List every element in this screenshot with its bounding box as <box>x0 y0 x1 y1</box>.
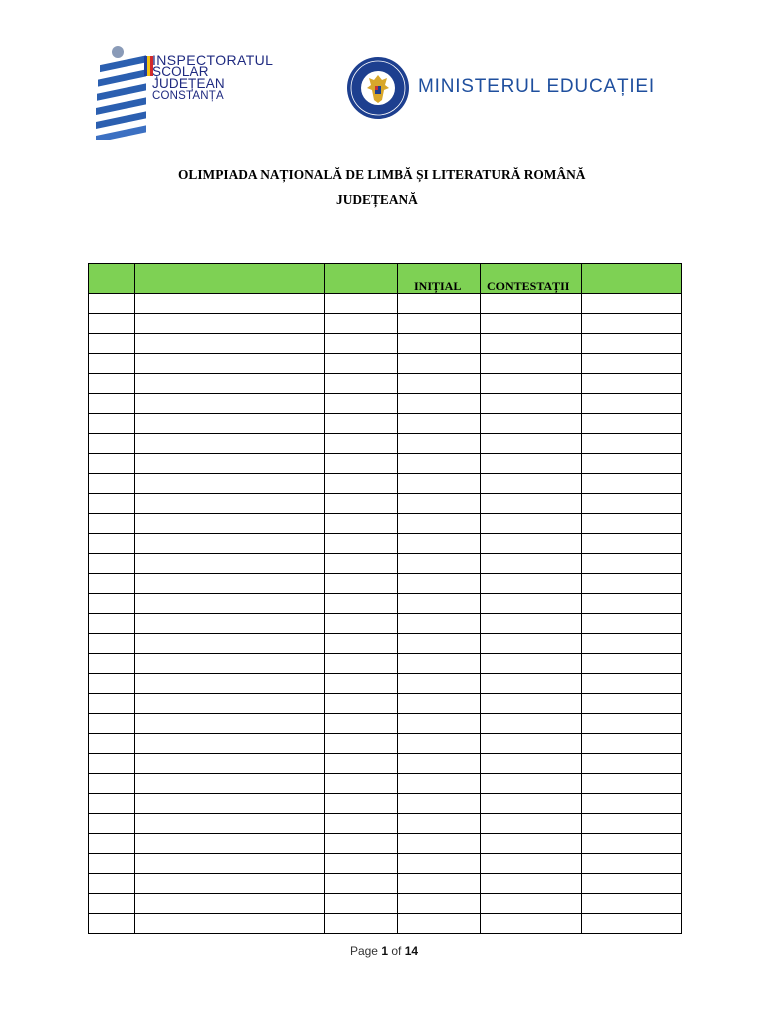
table-cell <box>135 634 325 654</box>
table-cell <box>398 874 481 894</box>
table-cell <box>325 394 398 414</box>
table-cell <box>89 614 135 634</box>
table-cell <box>398 554 481 574</box>
table-cell <box>582 694 682 714</box>
table-cell <box>481 714 582 734</box>
table-cell <box>135 614 325 634</box>
table-cell <box>398 814 481 834</box>
table-row <box>89 874 682 894</box>
table-cell <box>135 794 325 814</box>
table-row <box>89 714 682 734</box>
table-row <box>89 334 682 354</box>
table-cell <box>582 474 682 494</box>
footer-separator: of <box>391 944 402 958</box>
table-cell <box>325 534 398 554</box>
table-row <box>89 354 682 374</box>
table-cell <box>582 614 682 634</box>
table-cell <box>398 634 481 654</box>
table-row <box>89 294 682 314</box>
table-cell <box>398 454 481 474</box>
table-cell <box>89 894 135 914</box>
table-cell <box>481 414 582 434</box>
table-cell <box>89 474 135 494</box>
table-cell <box>135 754 325 774</box>
table-cell <box>325 334 398 354</box>
table-cell <box>325 894 398 914</box>
column-header <box>135 264 325 294</box>
table-cell <box>481 334 582 354</box>
table-cell <box>135 434 325 454</box>
document-title: OLIMPIADA NAȚIONALĂ DE LIMBĂ ȘI LITERATURĂ ROMÂNĂ <box>178 167 586 182</box>
total-pages: 14 <box>404 944 419 958</box>
table-cell <box>582 574 682 594</box>
table-cell <box>398 894 481 914</box>
table-cell <box>89 454 135 474</box>
table-cell <box>89 494 135 514</box>
table-cell <box>325 734 398 754</box>
current-page: 1 <box>381 944 388 958</box>
table-cell <box>89 914 135 934</box>
table-cell <box>89 814 135 834</box>
table-cell <box>325 434 398 454</box>
isj-line-1: INSPECTORATUL <box>152 52 274 68</box>
table-cell <box>325 354 398 374</box>
table-cell <box>89 874 135 894</box>
table-cell <box>398 754 481 774</box>
table-cell <box>89 674 135 694</box>
table-cell <box>481 514 582 534</box>
table-cell <box>398 314 481 334</box>
table-cell <box>398 514 481 534</box>
table-cell <box>325 814 398 834</box>
table-cell <box>481 594 582 614</box>
table-cell <box>481 574 582 594</box>
table-cell <box>481 294 582 314</box>
isj-line-2: ȘCOLAR <box>152 64 209 79</box>
table-cell <box>135 674 325 694</box>
table-row <box>89 514 682 534</box>
table-cell <box>135 294 325 314</box>
table-cell <box>325 694 398 714</box>
table-row <box>89 494 682 514</box>
table-cell <box>481 554 582 574</box>
table-cell <box>582 654 682 674</box>
table-cell <box>398 854 481 874</box>
table-cell <box>398 614 481 634</box>
table-cell <box>325 554 398 574</box>
table-cell <box>582 294 682 314</box>
table-cell <box>398 294 481 314</box>
table-cell <box>582 874 682 894</box>
table-cell <box>481 354 582 374</box>
table-cell <box>582 714 682 734</box>
table-row <box>89 594 682 614</box>
table-cell <box>135 814 325 834</box>
table-cell <box>135 494 325 514</box>
table-cell <box>325 614 398 634</box>
page-footer <box>0 944 768 958</box>
table-cell <box>135 874 325 894</box>
table-cell <box>135 454 325 474</box>
table-cell <box>481 834 582 854</box>
government-seal-icon <box>346 56 410 120</box>
table-cell <box>325 874 398 894</box>
footer-prefix: Page <box>349 944 378 958</box>
table-row <box>89 694 682 714</box>
table-cell <box>89 334 135 354</box>
table-cell <box>582 374 682 394</box>
table-cell <box>135 594 325 614</box>
table-cell <box>325 754 398 774</box>
table-cell <box>89 394 135 414</box>
column-header <box>582 264 682 294</box>
table-cell <box>481 494 582 514</box>
document-subtitle: JUDEȚEANĂ <box>336 192 418 207</box>
table-cell <box>481 314 582 334</box>
table-row <box>89 454 682 474</box>
table-cell <box>398 594 481 614</box>
table-cell <box>89 694 135 714</box>
table-row <box>89 574 682 594</box>
table-cell <box>481 694 582 714</box>
table-cell <box>582 754 682 774</box>
table-cell <box>325 514 398 534</box>
table-cell <box>89 294 135 314</box>
table-cell <box>89 634 135 654</box>
table-cell <box>398 834 481 854</box>
column-header <box>89 264 135 294</box>
table-row <box>89 894 682 914</box>
column-header-contestatii: CONTESTAȚII <box>481 264 582 294</box>
table-cell <box>398 654 481 674</box>
table-cell <box>481 454 582 474</box>
table-cell <box>89 714 135 734</box>
table-row <box>89 414 682 434</box>
column-header <box>325 264 398 294</box>
table-cell <box>325 294 398 314</box>
table-cell <box>89 374 135 394</box>
table-cell <box>398 434 481 454</box>
table-cell <box>135 374 325 394</box>
table-row <box>89 814 682 834</box>
table-cell <box>325 774 398 794</box>
table-cell <box>481 734 582 754</box>
table-cell <box>325 634 398 654</box>
table-cell <box>582 514 682 534</box>
table-row <box>89 434 682 454</box>
table-cell <box>582 434 682 454</box>
table-cell <box>89 654 135 674</box>
table-cell <box>135 334 325 354</box>
table-cell <box>398 374 481 394</box>
table-cell <box>582 334 682 354</box>
table-cell <box>481 814 582 834</box>
ministry-education-logo <box>346 56 666 122</box>
table-cell <box>135 714 325 734</box>
table-cell <box>582 554 682 574</box>
table-cell <box>398 774 481 794</box>
table-cell <box>325 574 398 594</box>
table-cell <box>135 854 325 874</box>
table-cell <box>325 714 398 734</box>
table-cell <box>398 414 481 434</box>
table-row <box>89 554 682 574</box>
table-row <box>89 634 682 654</box>
table-cell <box>89 414 135 434</box>
table-cell <box>398 474 481 494</box>
table-cell <box>481 474 582 494</box>
table-cell <box>135 534 325 554</box>
isj-line-4: CONSTANȚA <box>152 90 224 102</box>
table-cell <box>481 754 582 774</box>
table-row <box>89 374 682 394</box>
table-cell <box>582 794 682 814</box>
table-row <box>89 774 682 794</box>
table-cell <box>89 594 135 614</box>
table-cell <box>89 574 135 594</box>
table-cell <box>481 854 582 874</box>
table-cell <box>582 354 682 374</box>
table-cell <box>481 534 582 554</box>
table-cell <box>481 654 582 674</box>
table-cell <box>481 774 582 794</box>
table-cell <box>481 634 582 654</box>
table-cell <box>325 494 398 514</box>
results-table <box>88 263 682 934</box>
table-cell <box>135 654 325 674</box>
table-cell <box>582 734 682 754</box>
table-cell <box>582 674 682 694</box>
table-cell <box>582 314 682 334</box>
table-cell <box>325 414 398 434</box>
table-cell <box>398 674 481 694</box>
table-cell <box>89 554 135 574</box>
table-cell <box>481 614 582 634</box>
table-row <box>89 834 682 854</box>
table-cell <box>481 394 582 414</box>
table-cell <box>398 694 481 714</box>
table-row <box>89 794 682 814</box>
table-cell <box>398 354 481 374</box>
table-cell <box>135 514 325 534</box>
table-cell <box>135 414 325 434</box>
table-cell <box>481 874 582 894</box>
table-row <box>89 854 682 874</box>
table-row <box>89 474 682 494</box>
table-cell <box>135 774 325 794</box>
table-cell <box>135 314 325 334</box>
table-cell <box>325 854 398 874</box>
table-cell <box>135 474 325 494</box>
table-cell <box>481 894 582 914</box>
table-cell <box>89 514 135 534</box>
table-cell <box>135 354 325 374</box>
table-header-row <box>89 264 682 294</box>
table-cell <box>582 814 682 834</box>
table-row <box>89 654 682 674</box>
table-cell <box>582 834 682 854</box>
table-row <box>89 534 682 554</box>
table-cell <box>89 734 135 754</box>
table-cell <box>325 314 398 334</box>
table-cell <box>398 714 481 734</box>
table-cell <box>398 334 481 354</box>
table-cell <box>325 914 398 934</box>
table-row <box>89 394 682 414</box>
table-cell <box>582 634 682 654</box>
table-cell <box>89 794 135 814</box>
table-cell <box>89 434 135 454</box>
table-cell <box>135 914 325 934</box>
table-cell <box>582 414 682 434</box>
table-cell <box>582 774 682 794</box>
table-cell <box>325 374 398 394</box>
table-cell <box>325 834 398 854</box>
table-cell <box>89 774 135 794</box>
table-body <box>89 294 682 934</box>
table-cell <box>582 494 682 514</box>
column-header-initial: INIȚIAL <box>398 264 481 294</box>
table-cell <box>398 734 481 754</box>
table-cell <box>135 574 325 594</box>
table-cell <box>481 674 582 694</box>
table-row <box>89 674 682 694</box>
table-cell <box>135 894 325 914</box>
table-cell <box>398 534 481 554</box>
table-cell <box>135 394 325 414</box>
ministry-name: MINISTERUL EDUCAȚIEI <box>418 76 655 97</box>
table-cell <box>89 534 135 554</box>
table-row <box>89 614 682 634</box>
table-cell <box>325 454 398 474</box>
table-cell <box>325 794 398 814</box>
table-cell <box>582 854 682 874</box>
table-cell <box>325 674 398 694</box>
table-row <box>89 914 682 934</box>
table-cell <box>398 794 481 814</box>
table-cell <box>582 914 682 934</box>
table-cell <box>89 354 135 374</box>
table-cell <box>398 574 481 594</box>
table-cell <box>135 834 325 854</box>
table-cell <box>481 794 582 814</box>
table-cell <box>135 734 325 754</box>
table-cell <box>325 654 398 674</box>
isj-constanta-logo <box>96 44 296 140</box>
table-row <box>89 314 682 334</box>
table-cell <box>89 854 135 874</box>
table-cell <box>582 534 682 554</box>
table-cell <box>89 834 135 854</box>
table-row <box>89 734 682 754</box>
isj-emblem-icon <box>96 44 156 140</box>
table-cell <box>481 434 582 454</box>
table-cell <box>481 914 582 934</box>
table-cell <box>325 474 398 494</box>
table-row <box>89 754 682 774</box>
table-cell <box>582 894 682 914</box>
table-cell <box>481 374 582 394</box>
table-cell <box>135 694 325 714</box>
table-cell <box>89 314 135 334</box>
table-cell <box>89 754 135 774</box>
table-cell <box>398 394 481 414</box>
table-cell <box>135 554 325 574</box>
table-cell <box>582 394 682 414</box>
table-cell <box>398 494 481 514</box>
table-cell <box>582 454 682 474</box>
table-cell <box>398 914 481 934</box>
isj-line-3: JUDEȚEAN <box>152 76 225 91</box>
table-cell <box>582 594 682 614</box>
table-cell <box>325 594 398 614</box>
